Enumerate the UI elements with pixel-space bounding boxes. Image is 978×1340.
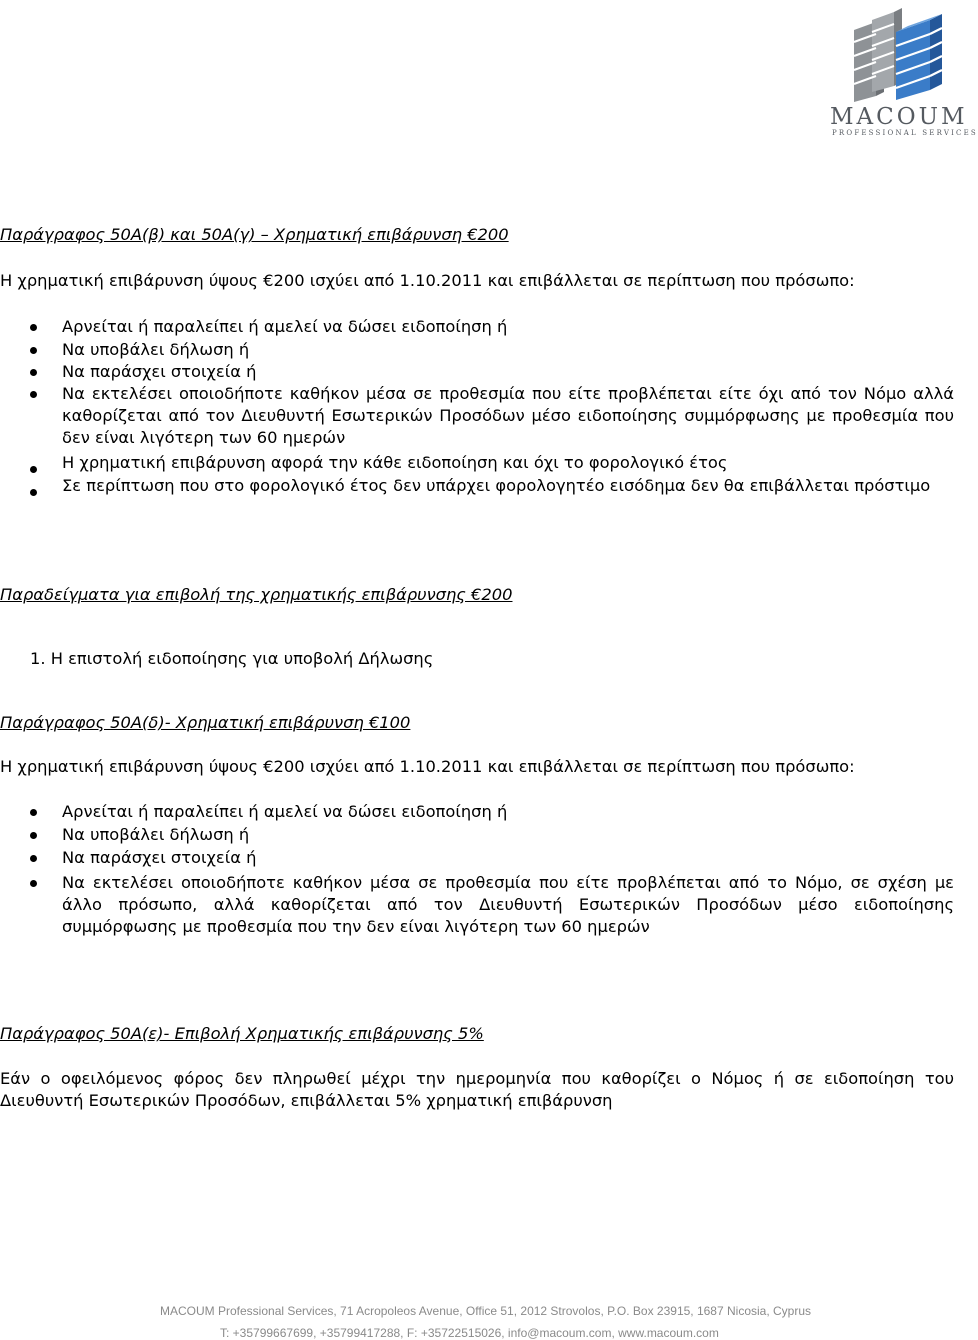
bullet-icon (30, 832, 37, 839)
bullet-icon (30, 855, 37, 862)
section-heading-50a-d: Παράγραφος 50Α(δ)- Χρηματική επιβάρυνση €100 (0, 713, 411, 732)
list-item: Να παράσχει στοιχεία ή (62, 848, 257, 867)
bullet-icon (30, 466, 37, 473)
list-item: Σε περίπτωση που στο φορολογικό έτος δεν υπάρχει φορολογητέο εισόδημα δεν θα επιβάλλεται πρόστιμο (62, 476, 931, 495)
bullet-icon (30, 391, 37, 398)
list-item: Αρνείται ή παραλείπει ή αμελεί να δώσει ειδοποίηση ή (62, 802, 508, 821)
bullet-icon (30, 809, 37, 816)
list-item: Αρνείται ή παραλείπει ή αμελεί να δώσει ειδοποίηση ή (62, 317, 508, 336)
bullet-icon (30, 880, 37, 887)
list-item: Να παράσχει στοιχεία ή (62, 362, 257, 381)
section-heading-50a-b-c: Παράγραφος 50Α(β) και 50Α(γ) – Χρηματική επιβάρυνση €200 (0, 225, 509, 244)
footer-contact: T: +35799667699, +35799417288, F: +35722515026, info@macoum.com, www.macoum.com (220, 1326, 719, 1340)
section-paragraph: Εάν ο οφειλόμενος φόρος δεν πληρωθεί μέχρι την ημερομηνία που καθορίζει ο Νόμος ή σε ειδοποίηση του Διευθυντή Εσωτερικών Προσόδων, επιβάλλεται 5% χρηματική επιβάρυνση (0, 1069, 954, 1110)
bullet-icon (30, 347, 37, 354)
section-heading-examples: Παραδείγματα για επιβολή της χρηματικής επιβάρυνσης €200 (0, 585, 513, 604)
logo-wordmark: MACOUM (830, 104, 968, 130)
footer-address: MACOUM Professional Services, 71 Acropoleos Avenue, Office 51, 2012 Strovolos, P.O. Box 23915, 1687 Nicosia, Cyprus (160, 1304, 812, 1318)
list-item: Η χρηματική επιβάρυνση αφορά την κάθε ειδοποίηση και όχι το φορολογικό έτος (62, 453, 728, 472)
numbered-item: 1. Η επιστολή ειδοποίησης για υποβολή Δήλωσης (30, 649, 434, 668)
logo-mark-icon (846, 2, 946, 104)
bullet-icon (30, 369, 37, 376)
list-item: Να υποβάλει δήλωση ή (62, 825, 250, 844)
logo-tagline: PROFESSIONAL SERVICES (832, 129, 978, 137)
section-intro: Η χρηματική επιβάρυνση ύψους €200 ισχύει από 1.10.2011 και επιβάλλεται σε περίπτωση που πρόσωπο: (0, 271, 855, 290)
bullet-icon (30, 489, 37, 496)
section-heading-50a-e: Παράγραφος 50Α(ε)- Επιβολή Χρηματικής επιβάρυνσης 5% (0, 1024, 484, 1043)
bullet-icon (30, 324, 37, 331)
list-item: Να εκτελέσει οποιοδήποτε καθήκον μέσα σε προθεσμία που είτε προβλέπεται είτε όχι από τον Νόμο αλλά καθορίζεται από τον Διευθυντή Εσωτερικών Προσόδων μέσο ειδοποίησης συμμόρφωσης με προθεσμία που δεν είναι λιγότερη των 60 ημερών (62, 384, 954, 447)
list-item: Να εκτελέσει οποιοδήποτε καθήκον μέσα σε προθεσμία που είτε προβλέπεται από το Νόμο, σε σχέση με άλλο πρόσωπο, αλλά καθορίζεται από τον Διευθυντή Εσωτερικών Προσόδων μέσο ειδοποίησης συμμόρφωσης με προθεσμία που την δεν είναι λιγότερη των 60 ημερών (62, 873, 954, 936)
list-item: Να υποβάλει δήλωση ή (62, 340, 250, 359)
section-intro: Η χρηματική επιβάρυνση ύψους €200 ισχύει από 1.10.2011 και επιβάλλεται σε περίπτωση που πρόσωπο: (0, 757, 855, 776)
